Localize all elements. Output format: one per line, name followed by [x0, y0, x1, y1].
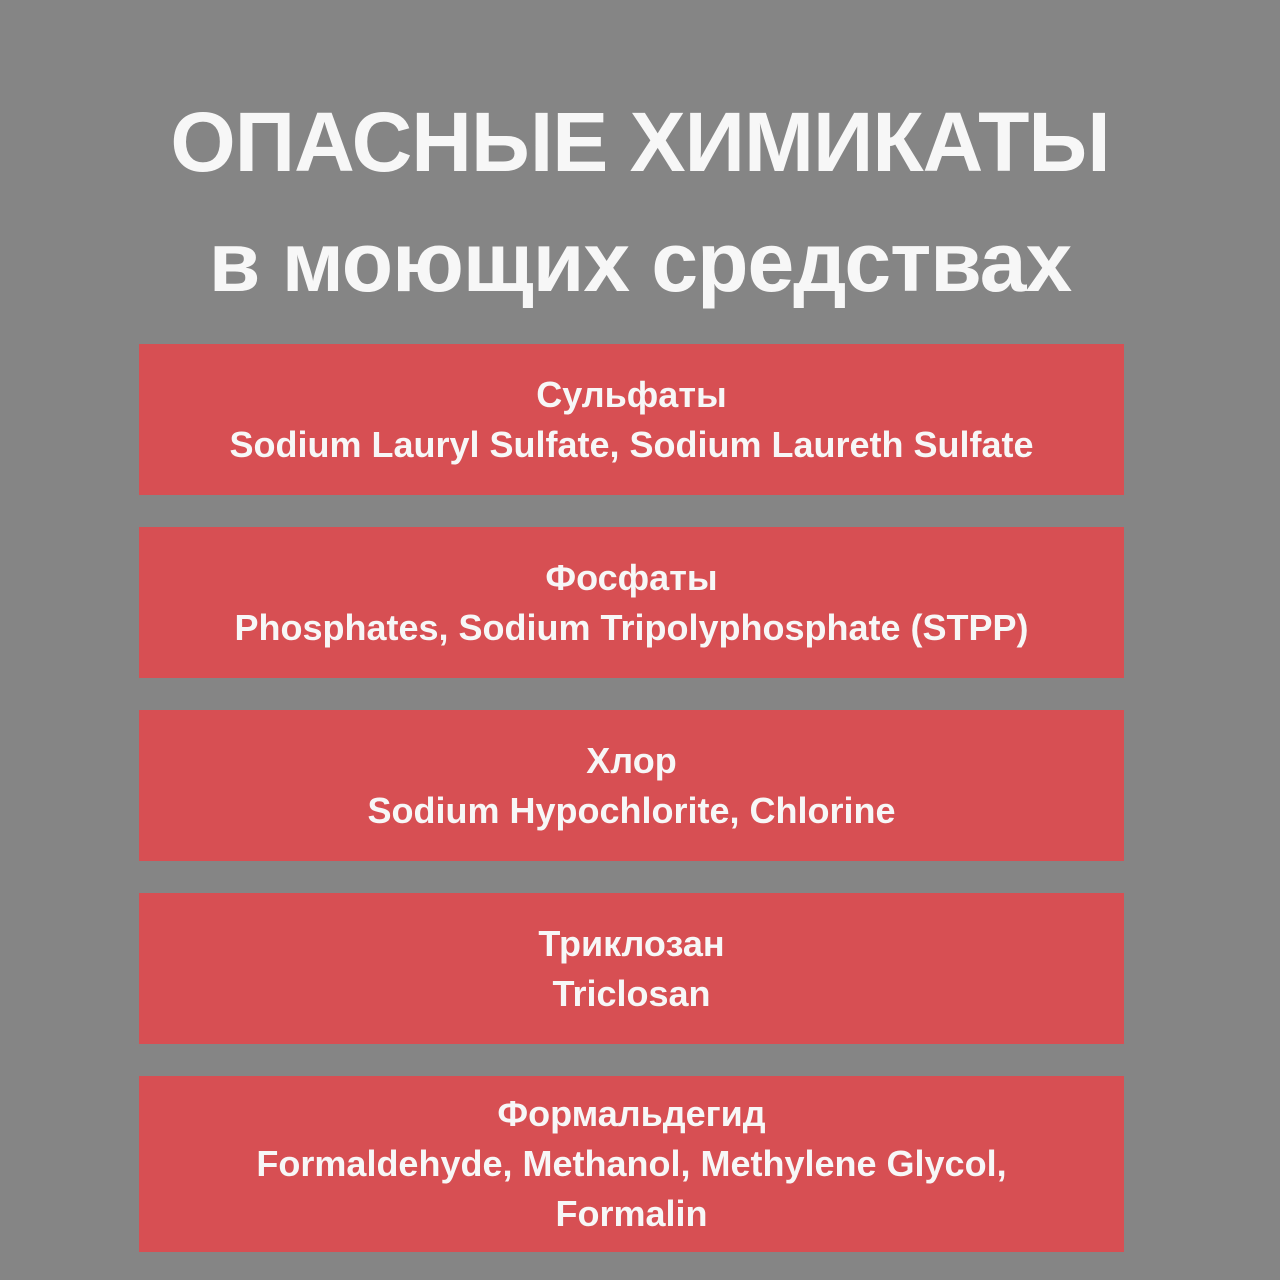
- title-line-2: в моющих средствах: [208, 215, 1072, 309]
- chemical-category: Сульфаты: [536, 373, 727, 415]
- chemical-card-formaldehyde: [139, 1076, 1124, 1252]
- chemical-card-triclosan: [139, 893, 1124, 1044]
- chemical-names: Sodium Hypochlorite, Chlorine: [367, 789, 896, 831]
- chemical-category: Триклозан: [538, 922, 725, 964]
- chemical-names: Sodium Lauryl Sulfate, Sodium Laureth Sulfate: [229, 423, 1034, 465]
- title-line-1: ОПАСНЫЕ ХИМИКАТЫ: [170, 95, 1110, 189]
- chemical-category: Формальдегид: [497, 1093, 766, 1134]
- chemical-card-phosphates: [139, 527, 1124, 678]
- chemical-names: Triclosan: [552, 972, 711, 1014]
- chemical-names: Phosphates, Sodium Tripolyphosphate (STPP): [234, 606, 1029, 648]
- chemical-names: Formaldehyde, Methanol, Methylene Glycol, Formalin: [256, 1143, 1007, 1234]
- page-title: [0, 92, 1280, 312]
- chemical-category: Фосфаты: [545, 556, 718, 598]
- chemical-card-chlorine: [139, 710, 1124, 861]
- chemical-card-sulfates: [139, 344, 1124, 495]
- chemical-category: Хлор: [586, 739, 677, 781]
